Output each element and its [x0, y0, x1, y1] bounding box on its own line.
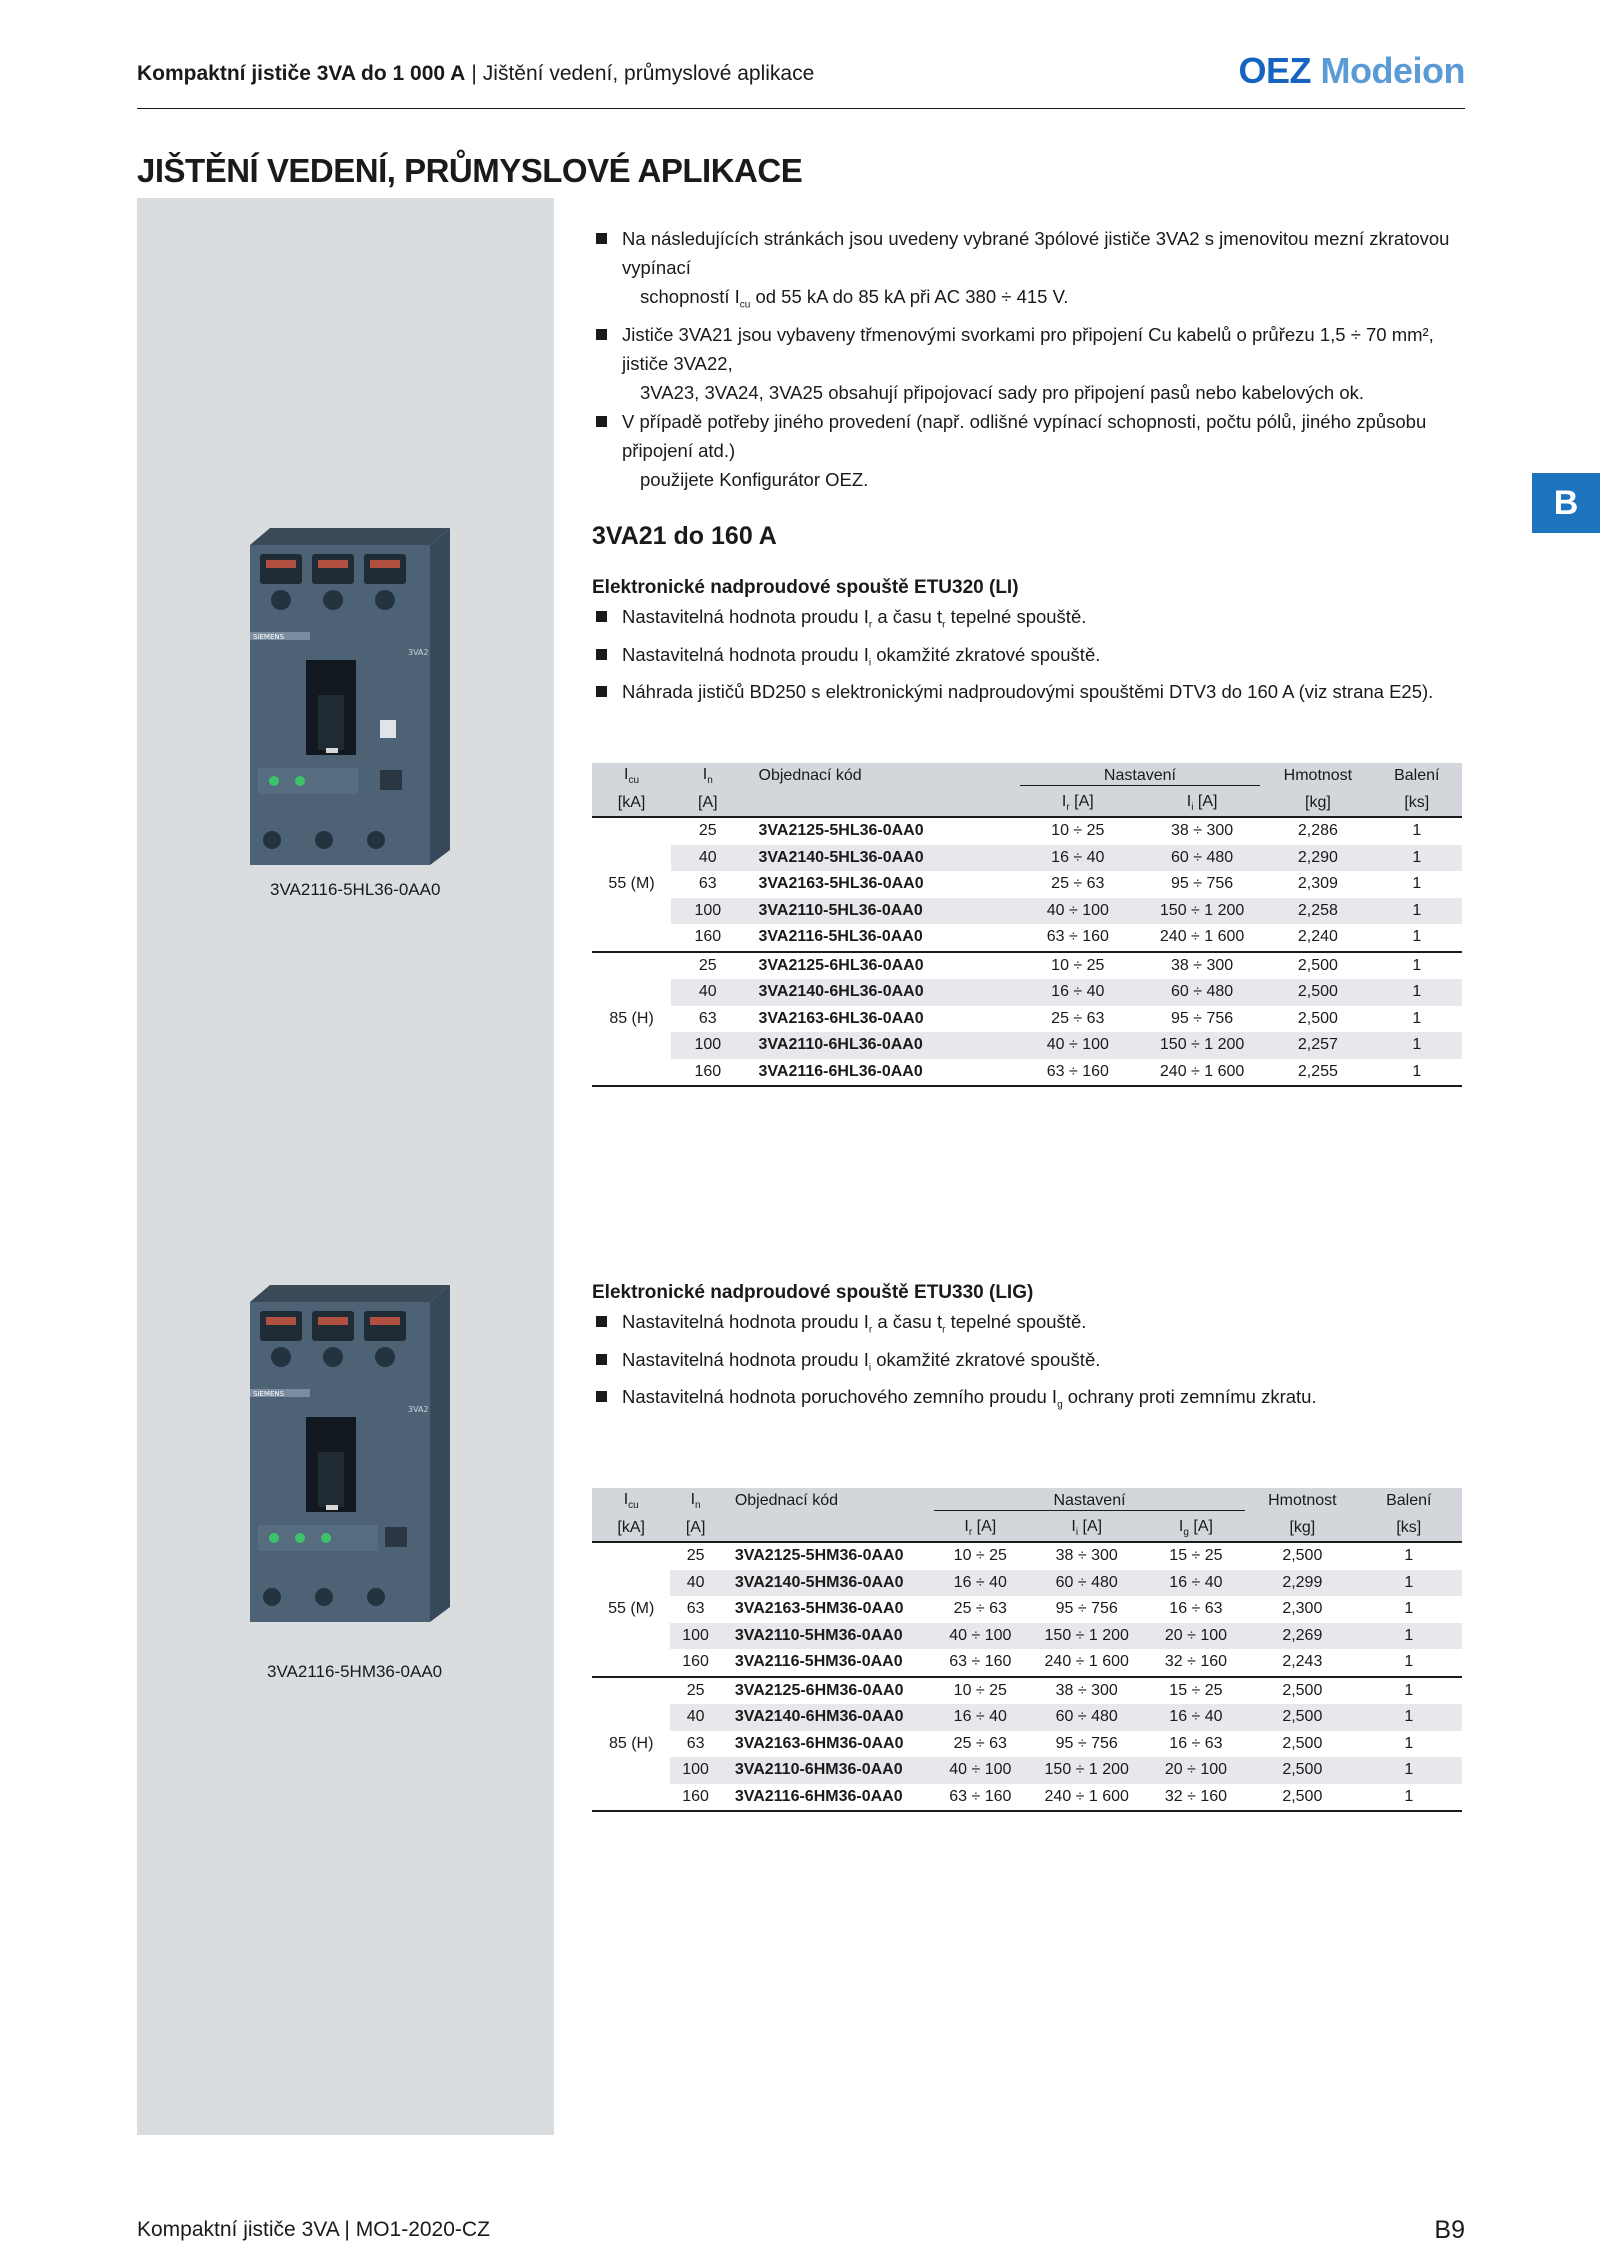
- header-pack: Balení: [1386, 1492, 1432, 1510]
- block1-subheading: Elektronické nadproudové spouště ETU320 (LI): [592, 577, 1019, 598]
- cell-order-code: 3VA2116-6HM36-0AA0: [734, 1787, 903, 1805]
- cell-ii: 95 ÷ 756: [1171, 875, 1234, 893]
- section-title: 3VA21 do 160 A: [592, 522, 777, 550]
- block1-bullets: [590, 602, 1465, 706]
- cell-kg: 2,243: [1282, 1653, 1323, 1671]
- table-row: [592, 979, 1462, 1006]
- header-pack: Balení: [1394, 767, 1440, 785]
- cell-ks: 1: [1404, 1653, 1414, 1671]
- cell-ir: 63 ÷ 160: [949, 1787, 1012, 1805]
- cell-in: 160: [682, 1787, 709, 1805]
- circuit-breaker-image: [230, 1277, 450, 1622]
- cell-ks: 1: [1404, 1626, 1414, 1644]
- header-pack-unit: [ks]: [1396, 1518, 1422, 1536]
- cell-kg: 2,500: [1282, 1681, 1323, 1699]
- cell-ks: 1: [1404, 1600, 1414, 1618]
- bullet-square-icon: [596, 329, 607, 340]
- product-brand-text: SIEMENS: [253, 1390, 285, 1398]
- cell-in: 25: [698, 822, 717, 840]
- bullet-square-icon: [596, 611, 607, 622]
- bullet-subscript: r: [942, 1324, 946, 1336]
- table-row: [592, 924, 1462, 952]
- bullet-text: okamžité zkratové spouště.: [871, 1348, 1101, 1370]
- bullet-text: Nastavitelná hodnota proudu I: [622, 643, 869, 665]
- cell-in: 40: [686, 1708, 705, 1726]
- block1-bullet: [590, 677, 1465, 706]
- header-icu-unit: [kA]: [617, 793, 646, 811]
- header-mass: Hmotnost: [1268, 1492, 1337, 1510]
- bullet-text: tepelné spouště.: [945, 606, 1087, 627]
- cell-kg: 2,255: [1297, 1062, 1338, 1080]
- cell-order-code: 3VA2116-5HM36-0AA0: [734, 1653, 903, 1671]
- header-ii: $I_i$ [A]: [1071, 1517, 1103, 1538]
- cell-order-code: 3VA2110-5HL36-0AA0: [758, 901, 923, 919]
- cell-ks: 1: [1412, 983, 1422, 1001]
- running-header-separator: |: [471, 62, 477, 85]
- cell-in: 100: [682, 1626, 709, 1644]
- cell-ir: 40 ÷ 100: [1046, 1036, 1109, 1054]
- cell-ir: 40 ÷ 100: [1046, 901, 1109, 919]
- cell-order-code: 3VA2140-6HL36-0AA0: [758, 983, 924, 1001]
- block2-bullet: [590, 1345, 1465, 1383]
- cell-ir: 25 ÷ 63: [1051, 1009, 1105, 1027]
- cell-order-code: 3VA2140-5HM36-0AA0: [734, 1573, 904, 1591]
- bullet-subscript: r: [868, 1324, 873, 1336]
- footer-code: MO1-2020-CZ: [355, 2218, 490, 2241]
- cell-ig: 16 ÷ 40: [1169, 1708, 1223, 1726]
- cell-kg: 2,500: [1297, 1009, 1338, 1027]
- cell-ir: 40 ÷ 100: [949, 1626, 1012, 1644]
- cell-ii: 150 ÷ 1 200: [1044, 1761, 1129, 1779]
- cell-order-code: 3VA2140-6HM36-0AA0: [734, 1708, 904, 1726]
- cell-kg: 2,500: [1282, 1787, 1323, 1805]
- cell-ks: 1: [1412, 1036, 1422, 1054]
- bullet-square-icon: [596, 416, 607, 427]
- section-tab: B: [1532, 473, 1600, 533]
- cell-ks: 1: [1412, 1062, 1422, 1080]
- cell-ii: 150 ÷ 1 200: [1044, 1626, 1129, 1644]
- table-row: [592, 1059, 1462, 1087]
- table-header-row: [592, 763, 1462, 790]
- etu320-table: [592, 763, 1462, 1087]
- header-in-unit: [A]: [685, 1518, 706, 1536]
- cell-ir: 10 ÷ 25: [953, 1547, 1007, 1565]
- table-header-units-row: [592, 1515, 1462, 1543]
- left-image-panel: [137, 198, 554, 2135]
- intro-bullet-1-line-2-end: od 55 kA do 85 kA při AC 380 ÷ 415 V.: [750, 286, 1069, 307]
- table-row: [592, 1006, 1462, 1033]
- running-header: [137, 62, 814, 86]
- block2-bullet: [590, 1382, 1465, 1420]
- cell-ii: 60 ÷ 480: [1055, 1708, 1118, 1726]
- oez-modeion-logo: [1238, 50, 1465, 92]
- cell-ig: 16 ÷ 40: [1169, 1573, 1223, 1591]
- table-row: [592, 1649, 1462, 1677]
- intro-bullet-1-line-2: schopností I: [640, 286, 740, 307]
- table-row: [592, 1623, 1462, 1650]
- cell-ks: 1: [1404, 1787, 1414, 1805]
- intro-bullet-continuation: [590, 465, 1465, 494]
- cell-ig: 32 ÷ 160: [1164, 1787, 1228, 1805]
- block1-bullet: [590, 602, 1465, 640]
- cell-kg: 2,299: [1282, 1573, 1323, 1591]
- running-header-bold: Kompaktní jističe 3VA do 1 000 A: [137, 62, 466, 85]
- bullet-subscript: i: [868, 1362, 872, 1374]
- cell-in: 160: [694, 1062, 722, 1080]
- table-row: [592, 952, 1462, 980]
- cell-ks: 1: [1412, 848, 1422, 866]
- cell-kg: 2,500: [1297, 956, 1338, 974]
- cell-in: 100: [694, 1036, 722, 1054]
- header-mass-unit: [kg]: [1289, 1518, 1316, 1536]
- cell-ks: 1: [1412, 822, 1422, 840]
- cell-ii: 60 ÷ 480: [1055, 1573, 1118, 1591]
- bullet-square-icon: [596, 233, 607, 244]
- cell-in: 63: [686, 1734, 705, 1752]
- intro-bullet: [590, 224, 1465, 282]
- header-in: $I_n$: [690, 1491, 701, 1512]
- cell-in: 100: [694, 901, 722, 919]
- table-row: [592, 1032, 1462, 1059]
- cell-kg: 2,500: [1282, 1734, 1323, 1752]
- bullet-square-icon: [596, 1316, 607, 1327]
- cell-ir: 63 ÷ 160: [949, 1653, 1012, 1671]
- cell-in: 25: [686, 1681, 705, 1699]
- cell-ii: 240 ÷ 1 600: [1159, 1062, 1245, 1080]
- block2-bullet: [590, 1307, 1465, 1345]
- header-rule: [137, 108, 1465, 109]
- intro-bullet-1-line-1: Na následujících stránkách jsou uvedeny vybrané 3pólové jističe 3VA2 s jmenovitou mezní zkratovou vypínací: [622, 228, 1450, 278]
- header-mass-unit: [kg]: [1305, 793, 1331, 811]
- table-row: [592, 898, 1462, 925]
- cell-kg: 2,240: [1297, 928, 1338, 946]
- intro-bullet-3-line-1: V případě potřeby jiného provedení (např. odlišné vypínací schopnosti, počtu pólů, jiného způsobu připojení atd.): [622, 410, 1427, 461]
- cell-ir: 10 ÷ 25: [1051, 822, 1105, 840]
- cell-kg: 2,500: [1297, 983, 1338, 1001]
- cell-order-code: 3VA2110-6HL36-0AA0: [758, 1036, 923, 1054]
- cell-ii: 38 ÷ 300: [1171, 956, 1234, 974]
- table-row: [592, 845, 1462, 872]
- table-row: [592, 871, 1462, 898]
- cell-icu: 55 (M): [592, 817, 671, 952]
- header-code: Objednací kód: [734, 1492, 838, 1510]
- footer-separator: |: [344, 2218, 350, 2241]
- cell-in: 160: [694, 928, 722, 946]
- cell-kg: 2,300: [1282, 1600, 1323, 1618]
- bullet-square-icon: [596, 686, 607, 697]
- header-icu-unit: [kA]: [617, 1518, 645, 1536]
- table-header-row: [592, 1488, 1462, 1515]
- bullet-text: ochrany proti zemnímu zkratu.: [1062, 1386, 1317, 1408]
- cell-ir: 25 ÷ 63: [953, 1600, 1007, 1618]
- bullet-text: tepelné spouště.: [945, 1311, 1087, 1332]
- footer-left: [137, 2218, 490, 2242]
- cell-ks: 1: [1412, 928, 1422, 946]
- intro-bullet: [590, 320, 1465, 378]
- cell-order-code: 3VA2163-6HL36-0AA0: [758, 1009, 924, 1027]
- cell-order-code: 3VA2163-5HM36-0AA0: [734, 1600, 904, 1618]
- bullet-square-icon: [596, 1391, 607, 1402]
- cell-ks: 1: [1412, 875, 1422, 893]
- page-heading: JIŠTĚNÍ VEDENÍ, PRŮMYSLOVÉ APLIKACE: [137, 152, 803, 189]
- cell-order-code: 3VA2163-6HM36-0AA0: [734, 1734, 904, 1752]
- header-in-unit: [A]: [698, 793, 718, 811]
- cell-in: 63: [686, 1600, 705, 1618]
- cell-in: 25: [686, 1547, 705, 1565]
- cell-ks: 1: [1404, 1547, 1414, 1565]
- block1-bullet: [590, 640, 1465, 678]
- bullet-subscript: r: [868, 619, 873, 631]
- cell-order-code: 3VA2125-5HM36-0AA0: [734, 1547, 904, 1565]
- table-row: [592, 1757, 1462, 1784]
- cell-ir: 16 ÷ 40: [1051, 983, 1105, 1001]
- cell-ks: 1: [1404, 1734, 1414, 1752]
- cell-order-code: 3VA2116-6HL36-0AA0: [758, 1062, 923, 1080]
- bullet-subscript: r: [942, 619, 946, 631]
- intro-bullet-continuation: [590, 378, 1465, 407]
- table-row: [592, 1570, 1462, 1597]
- table-row: [592, 1677, 1462, 1705]
- cell-in: 100: [682, 1761, 709, 1779]
- bullet-text: Nastavitelná hodnota proudu I: [622, 1348, 869, 1370]
- etu330-table: [592, 1488, 1462, 1812]
- cell-ir: 16 ÷ 40: [953, 1708, 1007, 1726]
- cell-in: 63: [698, 1009, 717, 1027]
- intro-bullet-2-line-2: 3VA23, 3VA24, 3VA25 obsahují připojovací sady pro připojení pasů nebo kabelových ok.: [640, 381, 1365, 403]
- header-code-blank: [721, 1515, 930, 1543]
- intro-bullets: [590, 224, 1465, 494]
- cell-ig: 20 ÷ 100: [1164, 1626, 1228, 1644]
- cell-in: 40: [698, 983, 717, 1001]
- cell-order-code: 3VA2110-6HM36-0AA0: [734, 1761, 903, 1779]
- header-in: $I_n$: [702, 766, 713, 787]
- header-nastaveni: Nastavení: [930, 1488, 1249, 1515]
- product-brand-text: SIEMENS: [253, 633, 285, 641]
- running-header-rest: Jištění vedení, průmyslové aplikace: [482, 62, 815, 85]
- table-row: [592, 1784, 1462, 1812]
- header-code: Objednací kód: [758, 767, 862, 785]
- cell-ks: 1: [1404, 1681, 1414, 1699]
- cell-ir: 63 ÷ 160: [1046, 928, 1109, 946]
- product-model-text: 3VA2: [408, 1405, 429, 1414]
- cell-ii: 150 ÷ 1 200: [1159, 901, 1245, 919]
- cell-ig: 16 ÷ 63: [1169, 1734, 1223, 1752]
- cell-ks: 1: [1412, 901, 1422, 919]
- cell-ir: 10 ÷ 25: [1051, 956, 1105, 974]
- cell-ir: 25 ÷ 63: [1051, 875, 1105, 893]
- product-image-caption: 3VA2116-5HL36-0AA0: [270, 880, 441, 899]
- bullet-text: Nastavitelná hodnota proudu I: [622, 606, 869, 627]
- cell-ks: 1: [1412, 956, 1422, 974]
- cell-order-code: 3VA2125-5HL36-0AA0: [758, 822, 924, 840]
- cell-in: 25: [698, 956, 717, 974]
- bullet-square-icon: [596, 1354, 607, 1365]
- cell-kg: 2,269: [1282, 1626, 1323, 1644]
- bullet-subscript: g: [1057, 1400, 1063, 1412]
- cell-order-code: 3VA2110-5HM36-0AA0: [734, 1626, 903, 1644]
- cell-ii: 60 ÷ 480: [1171, 983, 1234, 1001]
- product-image-caption: 3VA2116-5HM36-0AA0: [267, 1662, 443, 1681]
- bullet-text: okamžité zkratové spouště.: [871, 643, 1101, 665]
- header-ii: $I_i$ [A]: [1186, 792, 1218, 813]
- cell-icu: 85 (H): [592, 952, 671, 1087]
- header-ir: $I_r$ [A]: [964, 1517, 997, 1538]
- table-row: [592, 1704, 1462, 1731]
- cell-in: 63: [698, 875, 717, 893]
- cell-order-code: 3VA2116-5HL36-0AA0: [758, 928, 923, 946]
- header-nastaveni: Nastavení: [1016, 763, 1265, 790]
- bullet-subscript: i: [868, 657, 872, 669]
- cell-kg: 2,257: [1297, 1036, 1338, 1054]
- intro-bullet-2-line-1: Jističe 3VA21 jsou vybaveny třmenovými svorkami pro připojení Cu kabelů o průřezu 1,5 ÷ 70 mm², jističe 3VA22,: [622, 323, 1434, 374]
- intro-bullet: [590, 407, 1465, 465]
- logo-modeion: Modeion: [1320, 50, 1465, 91]
- table-row: [592, 1596, 1462, 1623]
- intro-icu-subscript: cu: [739, 299, 751, 311]
- cell-ir: 63 ÷ 160: [1046, 1062, 1109, 1080]
- bullet-text: a času t: [872, 1311, 943, 1332]
- cell-kg: 2,290: [1297, 848, 1338, 866]
- cell-ii: 95 ÷ 756: [1055, 1600, 1118, 1618]
- cell-ii: 38 ÷ 300: [1055, 1681, 1118, 1699]
- cell-kg: 2,500: [1282, 1708, 1323, 1726]
- cell-kg: 2,500: [1282, 1547, 1323, 1565]
- cell-ir: 40 ÷ 100: [949, 1761, 1012, 1779]
- cell-ii: 38 ÷ 300: [1055, 1547, 1118, 1565]
- header-pack-unit: [ks]: [1404, 793, 1430, 811]
- cell-icu: 55 (M): [592, 1542, 670, 1677]
- cell-ii: 95 ÷ 756: [1055, 1734, 1118, 1752]
- cell-ii: 240 ÷ 1 600: [1044, 1653, 1129, 1671]
- page-number: B9: [1434, 2216, 1465, 2244]
- cell-ii: 38 ÷ 300: [1171, 822, 1234, 840]
- cell-order-code: 3VA2163-5HL36-0AA0: [758, 875, 924, 893]
- cell-ig: 15 ÷ 25: [1169, 1681, 1223, 1699]
- cell-ig: 16 ÷ 63: [1169, 1600, 1223, 1618]
- cell-kg: 2,309: [1297, 875, 1338, 893]
- cell-kg: 2,500: [1282, 1761, 1323, 1779]
- table-row: [592, 1731, 1462, 1758]
- cell-in: 160: [682, 1653, 709, 1671]
- footer-title: Kompaktní jističe 3VA: [137, 2218, 339, 2241]
- cell-ks: 1: [1404, 1573, 1414, 1591]
- cell-icu: 85 (H): [592, 1677, 670, 1812]
- table-row: [592, 1542, 1462, 1570]
- cell-ks: 1: [1412, 1009, 1422, 1027]
- cell-in: 40: [686, 1573, 705, 1591]
- cell-ii: 150 ÷ 1 200: [1159, 1036, 1245, 1054]
- cell-ig: 15 ÷ 25: [1169, 1547, 1223, 1565]
- logo-oez: OEZ: [1238, 50, 1311, 91]
- cell-in: 40: [698, 848, 717, 866]
- header-icu: $I_{cu}$: [624, 766, 640, 787]
- bullet-text: a času t: [872, 606, 943, 627]
- cell-ir: 16 ÷ 40: [953, 1573, 1007, 1591]
- header-code-blank: [745, 790, 1016, 818]
- bullet-text: Nastavitelná hodnota proudu I: [622, 1311, 869, 1332]
- cell-ii: 95 ÷ 756: [1171, 1009, 1234, 1027]
- cell-order-code: 3VA2140-5HL36-0AA0: [758, 848, 924, 866]
- table-header-units-row: [592, 790, 1462, 818]
- cell-kg: 2,286: [1297, 822, 1338, 840]
- product-model-text: 3VA2: [408, 648, 429, 657]
- cell-order-code: 3VA2125-6HL36-0AA0: [758, 956, 924, 974]
- cell-ii: 60 ÷ 480: [1171, 848, 1234, 866]
- table-row: [592, 817, 1462, 845]
- block2-bullets: [590, 1307, 1465, 1420]
- cell-ii: 240 ÷ 1 600: [1044, 1787, 1129, 1805]
- cell-ig: 32 ÷ 160: [1164, 1653, 1228, 1671]
- bullet-text: Nastavitelná hodnota poruchového zemního proudu I: [622, 1386, 1058, 1408]
- block2-subheading: Elektronické nadproudové spouště ETU330 (LIG): [592, 1282, 1034, 1303]
- circuit-breaker-image: [230, 520, 450, 865]
- bullet-text: Náhrada jističů BD250 s elektronickými nadproudovými spouštěmi DTV3 do 160 A (viz strana E25).: [622, 681, 1434, 703]
- cell-ir: 10 ÷ 25: [953, 1681, 1007, 1699]
- cell-ii: 240 ÷ 1 600: [1159, 928, 1245, 946]
- cell-order-code: 3VA2125-6HM36-0AA0: [734, 1681, 904, 1699]
- intro-bullet-3-line-2: použijete Konfigurátor OEZ.: [640, 468, 869, 490]
- intro-bullet-continuation: [590, 282, 1465, 320]
- cell-ir: 25 ÷ 63: [953, 1734, 1007, 1752]
- header-icu: $I_{cu}$: [623, 1491, 639, 1512]
- cell-kg: 2,258: [1297, 901, 1338, 919]
- cell-ks: 1: [1404, 1761, 1414, 1779]
- bullet-square-icon: [596, 649, 607, 660]
- header-ig: $I_g$ [A]: [1178, 1517, 1213, 1538]
- cell-ir: 16 ÷ 40: [1051, 848, 1105, 866]
- cell-ig: 20 ÷ 100: [1164, 1761, 1228, 1779]
- cell-ks: 1: [1404, 1708, 1414, 1726]
- header-mass: Hmotnost: [1283, 767, 1353, 785]
- header-ir: $I_r$ [A]: [1061, 792, 1094, 813]
